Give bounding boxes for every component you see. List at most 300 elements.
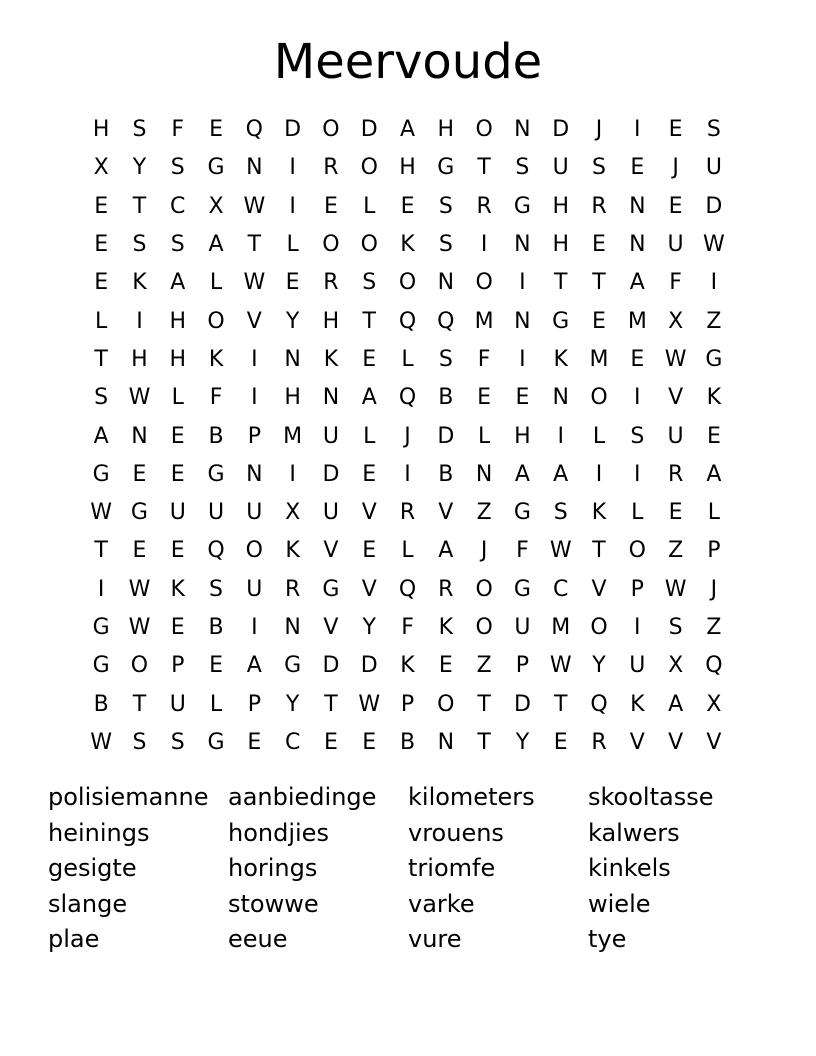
grid-letter: G [513, 576, 531, 602]
grid-letter: Q [590, 691, 608, 717]
grid-letter: E [668, 500, 683, 526]
grid-letter: L [401, 346, 414, 372]
grid-letter: P [630, 576, 644, 602]
grid-letter: E [438, 653, 453, 679]
grid-letter: E [209, 653, 223, 679]
grid-letter: X [668, 308, 684, 334]
grid-letter: W [358, 691, 381, 717]
grid-letter: G [552, 308, 570, 334]
grid-letter: O [130, 653, 149, 679]
word-list-item: kalwers [588, 818, 680, 847]
grid-letter: E [285, 270, 300, 296]
grid-letter: I [557, 423, 564, 449]
grid-letter: Y [592, 653, 606, 679]
grid-letter: Q [705, 653, 723, 679]
grid-letter: M [551, 615, 571, 640]
word-list-item: tye [588, 925, 627, 954]
grid-letter: N [246, 461, 263, 487]
grid-letter: J [672, 155, 679, 181]
grid-letter: U [667, 232, 684, 258]
grid-letter: N [475, 461, 493, 487]
grid-letter: P [247, 691, 261, 717]
grid-letter: I [595, 461, 603, 487]
grid-letter: T [324, 691, 338, 717]
grid-letter: C [284, 729, 301, 755]
grid-letter: N [322, 385, 340, 411]
grid-letter: A [514, 461, 530, 487]
grid-letter: Q [245, 117, 263, 143]
grid-letter: K [323, 346, 339, 372]
grid-letter: S [170, 155, 185, 181]
word-search-grid [82, 111, 734, 762]
word-list-item: polisiemanne [48, 783, 209, 811]
grid-letter: W [90, 500, 113, 526]
grid-letter: O [475, 270, 493, 296]
grid-letter: O [322, 117, 340, 143]
grid-letter: S [362, 270, 377, 296]
grid-letter: F [209, 385, 223, 411]
grid-letter: L [631, 500, 644, 526]
grid-letter: I [251, 346, 258, 372]
grid-letter: D [322, 461, 340, 487]
grid-letter: Q [398, 385, 417, 411]
grid-letter: E [170, 461, 185, 487]
grid-letter: U [246, 500, 263, 526]
grid-letter: L [707, 500, 721, 526]
grid-letter: W [549, 538, 572, 564]
grid-letter: K [285, 538, 300, 564]
grid-letter: P [515, 653, 530, 679]
grid-letter: U [705, 155, 722, 181]
grid-letter: G [92, 653, 110, 679]
grid-letter: I [251, 385, 258, 411]
grid-letter: S [668, 615, 683, 640]
grid-letter: R [399, 500, 416, 526]
grid-letter: S [209, 576, 224, 602]
grid-letter: K [400, 232, 415, 258]
grid-letter: I [289, 193, 296, 219]
grid-letter: W [664, 346, 687, 372]
grid-letter: V [668, 729, 684, 755]
grid-letter: D [284, 117, 302, 143]
grid-letter: W [128, 615, 151, 640]
grid-letter: T [94, 538, 108, 564]
grid-letter: I [634, 615, 641, 640]
grid-letter: H [437, 117, 455, 143]
grid-letter: Z [706, 615, 722, 640]
grid-letter: A [361, 385, 377, 411]
grid-letter: S [553, 500, 568, 526]
grid-letter: B [438, 461, 454, 487]
grid-letter: S [132, 117, 147, 143]
grid-letter: V [323, 538, 339, 564]
grid-letter: M [283, 423, 303, 449]
grid-letter: N [284, 346, 301, 372]
grid-letter: J [404, 423, 411, 449]
grid-letter: S [515, 155, 530, 181]
grid-letter: U [552, 155, 569, 181]
grid-letter: A [170, 270, 186, 296]
grid-letter: I [97, 576, 105, 602]
word-list-item: vure [408, 925, 462, 954]
grid-letter: G [92, 461, 110, 487]
grid-letter: V [438, 500, 454, 526]
grid-letter: D [360, 117, 378, 143]
grid-letter: E [323, 193, 338, 219]
word-list [48, 780, 768, 958]
grid-letter: H [552, 193, 569, 219]
grid-letter: I [519, 346, 526, 372]
grid-letter: O [360, 155, 378, 181]
word-list-item: slange [48, 889, 128, 918]
grid-letter: S [132, 729, 147, 755]
grid-letter: A [399, 117, 416, 143]
grid-letter: B [208, 615, 224, 640]
grid-letter: D [513, 691, 531, 717]
grid-letter: N [437, 729, 455, 755]
grid-letter: Y [285, 691, 300, 717]
grid-letter: E [630, 155, 645, 181]
grid-letter: T [553, 691, 568, 717]
grid-letter: G [130, 500, 148, 526]
grid-letter: W [90, 729, 113, 755]
word-list-item: vrouens [408, 818, 504, 847]
grid-letter: V [361, 500, 377, 526]
grid-letter: C [170, 193, 186, 219]
grid-letter: P [707, 538, 721, 564]
grid-letter: U [667, 423, 684, 449]
grid-letter: K [132, 270, 147, 296]
grid-letter: I [634, 461, 641, 487]
grid-letter: E [668, 117, 683, 143]
grid-letter: U [629, 653, 646, 679]
grid-letter: V [323, 615, 339, 640]
word-list-item: stowwe [228, 889, 319, 918]
grid-letter: X [208, 193, 224, 219]
grid-letter: T [553, 270, 568, 296]
grid-letter: A [93, 423, 109, 449]
grid-letter: R [591, 729, 607, 755]
grid-letter: Z [706, 308, 722, 334]
grid-letter: F [669, 270, 682, 296]
grid-letter: A [706, 461, 722, 487]
grid-letter: U [322, 423, 339, 449]
grid-letter: E [247, 729, 262, 755]
grid-letter: N [131, 423, 148, 449]
grid-letter: Z [668, 538, 684, 564]
grid-letter: S [630, 423, 645, 449]
grid-letter: O [398, 270, 417, 296]
word-list-item: horings [228, 854, 318, 883]
grid-letter: T [477, 691, 491, 717]
grid-letter: V [591, 576, 607, 602]
grid-letter: G [705, 346, 723, 372]
grid-letter: N [629, 193, 646, 219]
grid-letter: G [437, 155, 455, 181]
grid-letter: W [664, 576, 687, 602]
grid-letter: Q [207, 538, 225, 564]
grid-letter: S [438, 193, 453, 219]
grid-letter: A [438, 538, 454, 564]
grid-letter: U [514, 615, 531, 640]
grid-letter: P [400, 691, 415, 717]
grid-letter: O [475, 615, 493, 640]
grid-letter: E [170, 538, 185, 564]
grid-letter: W [243, 270, 266, 296]
word-list-item: kinkels [588, 854, 671, 883]
grid-letter: E [94, 270, 109, 296]
grid-letter: N [246, 155, 263, 181]
grid-letter: U [169, 500, 186, 526]
grid-letter: E [209, 117, 223, 143]
grid-letter: I [404, 461, 411, 487]
page-title: Meervoude [273, 34, 543, 90]
grid-letter: W [703, 232, 725, 258]
grid-letter: K [400, 653, 415, 679]
grid-letter: I [289, 155, 296, 181]
grid-letter: G [513, 193, 531, 219]
grid-letter: R [667, 461, 684, 487]
grid-letter: G [513, 500, 531, 526]
grid-letter: N [514, 308, 531, 334]
grid-letter: E [706, 423, 721, 449]
grid-letter: E [592, 232, 606, 258]
grid-letter: N [552, 385, 569, 411]
grid-letter: U [322, 500, 339, 526]
grid-letter: L [209, 270, 223, 296]
grid-letter: D [437, 423, 455, 449]
grid-letter: E [362, 346, 377, 372]
grid-letter: O [437, 691, 455, 717]
grid-letter: E [362, 729, 377, 755]
grid-letter: A [553, 461, 569, 487]
grid-letter: E [362, 461, 377, 487]
grid-letter: T [592, 538, 606, 564]
word-list-item: heinings [48, 818, 150, 847]
grid-letter: U [169, 691, 186, 717]
word-list-item: eeue [228, 925, 288, 954]
grid-letter: U [207, 500, 225, 526]
grid-letter: M [589, 346, 609, 372]
word-list-item: triomfe [408, 854, 496, 883]
grid-letter: V [668, 385, 684, 411]
grid-letter: R [284, 576, 301, 602]
word-list-item: gesigte [48, 854, 137, 883]
grid-letter: K [170, 576, 185, 602]
grid-letter: O [590, 615, 608, 640]
grid-letter: F [171, 117, 185, 143]
grid-letter: L [363, 193, 376, 219]
word-list-item: aanbiedinge [228, 783, 377, 811]
grid-letter: X [668, 653, 684, 679]
grid-letter: L [477, 423, 491, 449]
grid-letter: G [284, 653, 302, 679]
grid-letter: I [251, 615, 258, 640]
grid-letter: L [363, 423, 376, 449]
grid-letter: L [95, 308, 108, 334]
grid-letter: X [706, 691, 722, 717]
grid-letter: P [171, 653, 185, 679]
grid-letter: E [323, 729, 338, 755]
grid-letter: I [634, 117, 641, 143]
grid-letter: K [438, 615, 454, 640]
grid-letter: V [629, 729, 645, 755]
grid-letter: X [93, 155, 109, 181]
grid-letter: D [705, 193, 723, 219]
grid-letter: N [514, 117, 531, 143]
grid-letter: Y [285, 308, 300, 334]
grid-letter: E [515, 385, 530, 411]
grid-letter: F [401, 615, 414, 640]
grid-letter: I [634, 385, 641, 411]
grid-letter: H [131, 346, 148, 372]
grid-letter: I [519, 270, 526, 296]
grid-letter: H [514, 423, 531, 449]
grid-letter: Q [437, 308, 455, 334]
grid-letter: V [361, 576, 377, 602]
grid-letter: E [94, 232, 109, 258]
grid-letter: R [591, 193, 607, 219]
grid-letter: E [132, 538, 147, 564]
grid-letter: E [630, 346, 645, 372]
grid-letter: D [322, 653, 340, 679]
grid-letter: Y [362, 615, 376, 640]
grid-letter: N [284, 615, 301, 640]
grid-letter: E [362, 538, 377, 564]
grid-letter: B [208, 423, 224, 449]
grid-letter: H [322, 308, 340, 334]
word-list-item: hondjies [228, 818, 329, 847]
word-list-item: skooltasse [588, 783, 714, 811]
grid-letter: E [170, 423, 185, 449]
grid-letter: H [284, 385, 301, 411]
grid-letter: K [553, 346, 568, 372]
grid-letter: J [595, 117, 603, 143]
grid-letter: S [706, 117, 721, 143]
grid-letter: G [207, 729, 225, 755]
grid-letter: I [136, 308, 143, 334]
grid-letter: Z [476, 653, 492, 679]
grid-letter: L [401, 538, 414, 564]
grid-letter: O [322, 232, 340, 258]
grid-letter: V [706, 729, 722, 755]
grid-letter: T [94, 346, 108, 372]
grid-letter: E [94, 193, 109, 219]
grid-letter: I [289, 461, 296, 487]
grid-letter: A [629, 270, 645, 296]
grid-letter: R [476, 193, 492, 219]
grid-letter: L [209, 691, 223, 717]
grid-letter: K [208, 346, 224, 372]
grid-letter: M [627, 308, 647, 334]
grid-letter: O [590, 385, 608, 411]
grid-letter: H [92, 117, 110, 143]
word-list-item: varke [408, 889, 475, 918]
grid-letter: S [170, 729, 185, 755]
grid-letter: E [400, 193, 415, 219]
grid-letter: H [169, 308, 187, 334]
grid-letter: D [360, 653, 378, 679]
grid-letter: H [169, 346, 187, 372]
grid-letter: O [475, 117, 493, 143]
grid-letter: O [207, 308, 225, 334]
grid-letter: S [438, 346, 453, 372]
grid-letter: Q [398, 308, 417, 334]
grid-letter: L [592, 423, 606, 449]
grid-letter: K [591, 500, 607, 526]
grid-letter: G [322, 576, 340, 602]
grid-letter: V [246, 308, 262, 334]
grid-letter: O [245, 538, 263, 564]
grid-letter: Z [476, 500, 492, 526]
grid-letter: T [592, 270, 606, 296]
grid-letter: N [437, 270, 455, 296]
grid-letter: E [592, 308, 606, 334]
grid-letter: Y [132, 155, 147, 181]
grid-letter: M [474, 308, 494, 334]
grid-letter: W [243, 193, 266, 219]
grid-letter: A [668, 691, 684, 717]
grid-letter: T [477, 729, 491, 755]
word-list-item: wiele [588, 889, 651, 918]
grid-letter: T [362, 308, 376, 334]
grid-letter: G [207, 155, 225, 181]
grid-letter: W [549, 653, 572, 679]
grid-letter: E [132, 461, 147, 487]
grid-letter: W [128, 385, 151, 411]
grid-letter: H [552, 232, 569, 258]
grid-letter: T [477, 155, 491, 181]
grid-letter: W [128, 576, 151, 602]
grid-letter: J [480, 538, 488, 564]
word-list-item: plae [48, 925, 100, 954]
grid-letter: Y [515, 729, 530, 755]
grid-letter: B [93, 691, 109, 717]
grid-letter: K [706, 385, 722, 411]
grid-letter: N [629, 232, 646, 258]
grid-letter: R [323, 155, 339, 181]
grid-letter: R [323, 270, 339, 296]
grid-letter: S [94, 385, 109, 411]
grid-letter: L [286, 232, 299, 258]
grid-letter: F [516, 538, 529, 564]
grid-letter: X [285, 500, 301, 526]
grid-letter: A [246, 653, 262, 679]
grid-letter: E [170, 615, 185, 640]
grid-letter: B [438, 385, 454, 411]
grid-letter: Q [398, 576, 417, 602]
grid-letter: E [553, 729, 568, 755]
grid-letter: D [552, 117, 570, 143]
grid-letter: F [477, 346, 491, 372]
grid-letter: L [171, 385, 184, 411]
grid-letter: T [247, 232, 262, 258]
grid-letter: P [247, 423, 261, 449]
grid-letter: O [628, 538, 646, 564]
grid-letter: I [710, 270, 718, 296]
grid-letter: B [399, 729, 416, 755]
grid-letter: G [92, 615, 110, 640]
grid-letter: H [399, 155, 416, 181]
grid-letter: N [514, 232, 531, 258]
grid-letter: O [475, 576, 493, 602]
grid-letter: T [132, 691, 147, 717]
grid-letter: O [360, 232, 378, 258]
grid-letter: S [592, 155, 606, 181]
grid-letter: S [170, 232, 185, 258]
grid-letter: C [553, 576, 569, 602]
grid-letter: K [630, 691, 645, 717]
